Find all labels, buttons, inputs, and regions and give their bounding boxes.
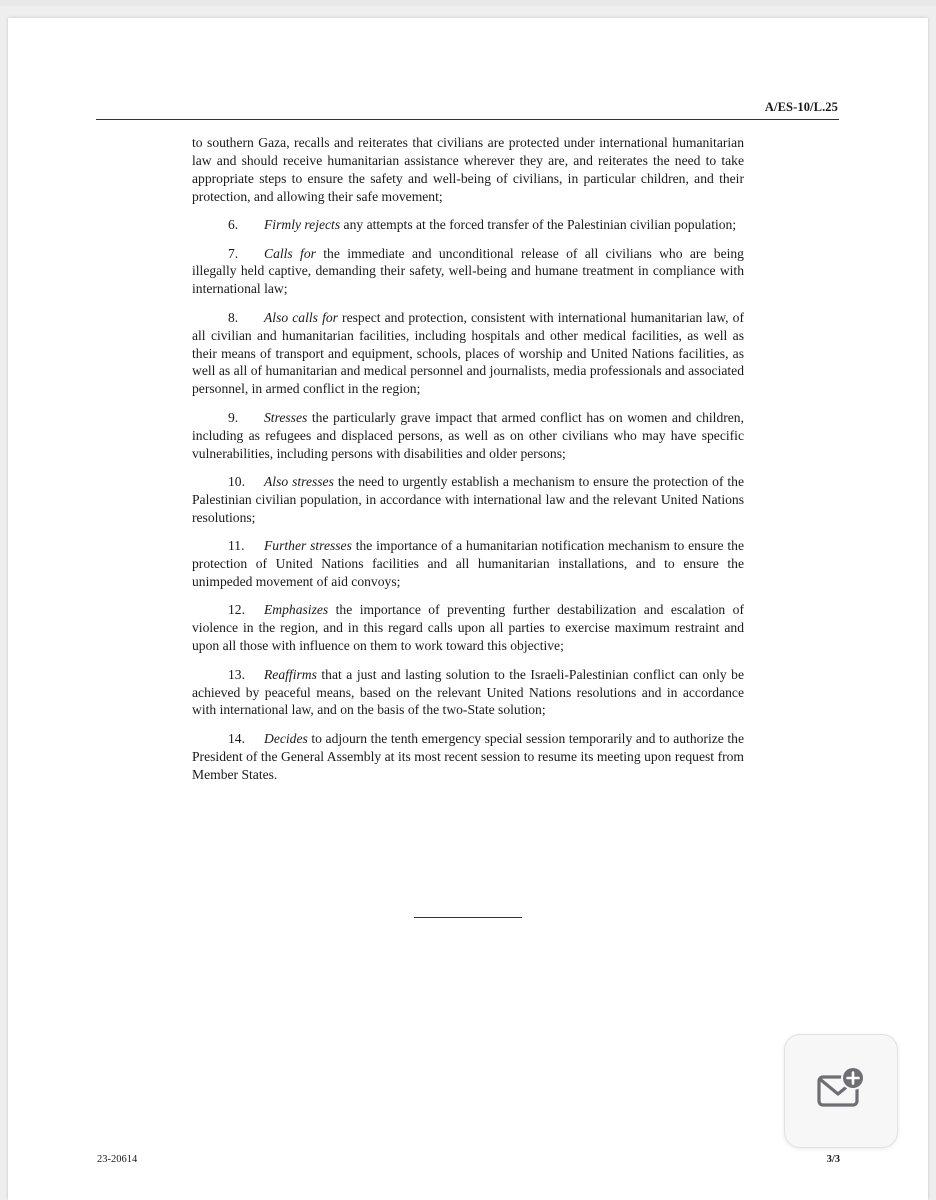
paragraph-number: 11. xyxy=(228,538,245,554)
paragraph-operative-verb: Calls for xyxy=(264,245,316,261)
mail-add-button[interactable] xyxy=(784,1034,898,1148)
paragraph-8 xyxy=(192,309,744,399)
end-of-document-rule xyxy=(414,917,522,918)
paragraph-operative-verb: Emphasizes xyxy=(264,602,329,618)
document-number: 23-20614 xyxy=(97,1154,138,1165)
viewer-top-strip xyxy=(0,0,936,6)
paragraph-text: to southern Gaza, recalls and reiterates that civilians are protected under international humanitarian law and should receive humanitarian assistance wherever they are, and reiterates the need to take appropriate steps to ensure the safety and well-being of civilians, in particular children, and their protection, and allowing their safe movement; xyxy=(192,135,744,204)
paragraph-14 xyxy=(192,730,744,784)
paragraph-text: to adjourn the tenth emergency special session temporarily and to authorize the President of the General Assembly at its most recent session to resume its meeting upon request from Member States. xyxy=(192,730,744,782)
paragraph-text: the importance of preventing further destabilization and escalation of violence in the region, and in this regard calls upon all parties to exercise maximum restraint and upon all those with influence on them to work toward this objective; xyxy=(192,602,744,654)
paragraph-7 xyxy=(192,245,744,299)
paragraph-operative-verb: Further stresses xyxy=(264,538,352,554)
paragraph-13 xyxy=(192,666,744,720)
paragraph-number: 13. xyxy=(228,666,245,682)
resolution-body xyxy=(192,134,744,794)
document-symbol: A/ES-10/L.25 xyxy=(764,100,838,114)
paragraph-11 xyxy=(192,537,744,591)
paragraph-operative-verb: Reaffirms xyxy=(264,666,317,682)
paragraph-text: the need to urgently establish a mechanism to ensure the protection of the Palestinian civilian population, in accordance with international law and the relevant United Nations resolutions; xyxy=(192,474,745,525)
paragraph-text: the immediate and unconditional release of all civilians who are being illegally held captive, demanding their safety, well-being and humane treatment in compliance with international law; xyxy=(192,245,744,297)
paragraph-text: the particularly grave impact that armed conflict has on women and children, including as refugees and displaced persons, as well as on other civilians who may have specific vulnerabilities, including persons with disabilities and older persons; xyxy=(192,409,744,461)
paragraph-operative-verb: Decides xyxy=(264,730,308,746)
paragraph-text: that a just and lasting solution to the Israeli-Palestinian conflict can only be achieved by peaceful means, based on the relevant United Nations resolutions and in accordance with international law, and on the basis of the two-State solution; xyxy=(192,666,744,718)
paragraph-operative-verb: Also calls for xyxy=(264,309,338,325)
paragraph-9 xyxy=(192,409,744,463)
mail-add-icon xyxy=(813,1063,869,1119)
paragraph-number: 8. xyxy=(228,309,239,325)
page-indicator: 3/3 xyxy=(826,1154,840,1165)
document-page xyxy=(8,18,928,1200)
header-rule xyxy=(96,119,839,120)
paragraph-6 xyxy=(192,216,744,234)
paragraph-number: 7. xyxy=(228,245,239,261)
paragraph-text: any attempts at the forced transfer of the Palestinian civilian population; xyxy=(340,217,737,233)
paragraph-operative-verb: Also stresses xyxy=(264,474,334,489)
paragraph-12 xyxy=(192,601,744,655)
paragraph-text: the importance of a humanitarian notification mechanism to ensure the protection of United Nations facilities and all humanitarian installations, and to ensure the unimpeded movement of aid convoys; xyxy=(192,538,744,590)
paragraph-number: 6. xyxy=(228,217,239,233)
paragraph-number: 9. xyxy=(228,409,239,425)
paragraph-text: respect and protection, consistent with international humanitarian law, of all civilian and humanitarian facilities, including hospitals and other medical facilities, as well as their means of transport and equipment, schools, places of worship and United Nations facilities, as well as all of humanitarian and medical personnel and journalists, media professionals and associated personnel, in armed conflict in the region; xyxy=(192,309,744,397)
paragraph-number: 12. xyxy=(228,602,245,618)
paragraph-number: 10. xyxy=(228,474,245,489)
paragraph-operative-verb: Firmly rejects xyxy=(264,217,341,233)
paragraph-10 xyxy=(192,473,744,527)
paragraph-number: 14. xyxy=(228,730,245,746)
paragraph-continuation xyxy=(192,134,744,206)
paragraph-operative-verb: Stresses xyxy=(264,409,308,425)
